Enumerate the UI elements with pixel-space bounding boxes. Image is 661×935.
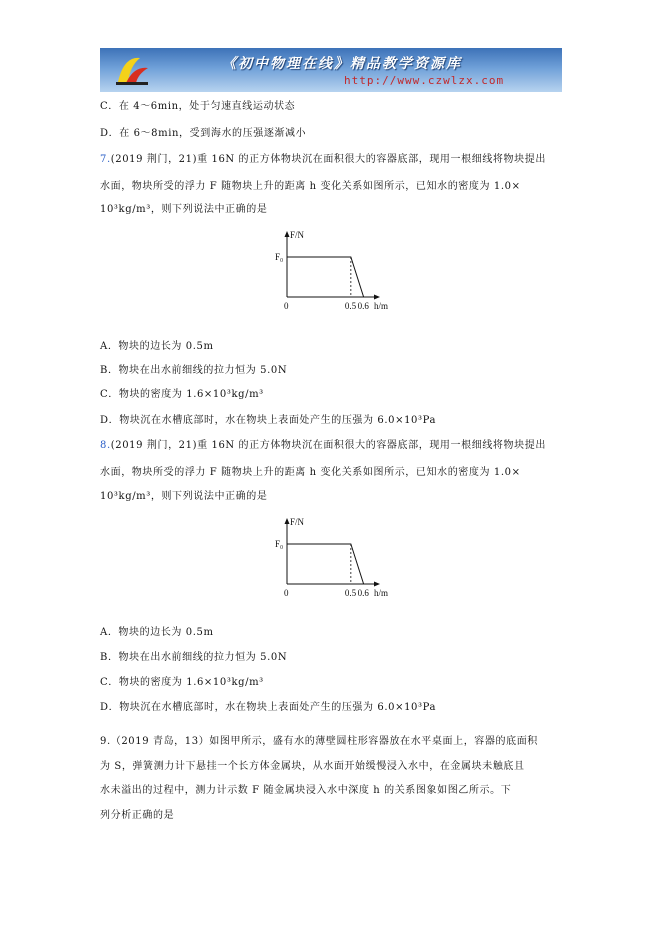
question-number: 8. <box>100 440 111 451</box>
option-d: D．物块沉在水槽底部时，水在物块上表面处产生的压强为 6.0×10³Pa <box>100 415 437 426</box>
x-axis-arrow <box>374 582 380 587</box>
data-series-line <box>287 257 364 297</box>
question-7-line-2: 水面，物块所受的浮力 F 随物块上升的距离 h 变化关系如图所示，已知水的密度为 1.0× <box>100 181 521 192</box>
option-c: C．在 4～6min，处于匀速直线运动状态 <box>100 101 296 112</box>
question-9-line-2: 为 S，弹簧测力计下悬挂一个长方体金属块，从水面开始缓慢浸入水中，在金属块未触底且 <box>100 761 525 772</box>
question-text: (2019 荆门，21)重 16N 的正方体物块沉在面积很大的容器底部，现用一根细线将物块提出 <box>110 440 546 451</box>
buoyancy-chart <box>262 512 402 604</box>
question-7-line-1 <box>100 150 546 165</box>
x-tick-label: 0.6 <box>357 588 369 598</box>
logo-icon <box>110 52 154 88</box>
option-c: C．物块的密度为 1.6×10³kg/m³ <box>100 677 264 688</box>
data-series-line <box>287 544 364 584</box>
question-number: 7. <box>100 154 111 165</box>
question-7-line-3: 10³kg/m³，则下列说法中正确的是 <box>100 204 268 215</box>
x-axis-arrow <box>374 295 380 300</box>
y-axis-label: F/N <box>290 230 305 240</box>
y-axis-arrow <box>285 518 290 524</box>
y-tick-label: F₀ <box>275 252 284 262</box>
question-9-line-4: 列分析正确的是 <box>100 810 175 821</box>
x-axis-label: h/m <box>374 588 389 598</box>
option-a: A．物块的边长为 0.5m <box>100 627 214 638</box>
header-banner <box>100 48 562 92</box>
y-axis-arrow <box>285 231 290 237</box>
x-tick-label: 0.5 <box>344 301 357 311</box>
banner-title: 《初中物理在线》精品教学资源库 <box>222 56 462 72</box>
x-tick-label: 0 <box>284 588 289 598</box>
y-tick-label: F₀ <box>275 539 284 549</box>
buoyancy-chart <box>262 225 402 317</box>
question-8-line-1 <box>100 436 546 451</box>
question-8-line-2: 水面，物块所受的浮力 F 随物块上升的距离 h 变化关系如图所示，已知水的密度为 1.0× <box>100 467 521 478</box>
x-tick-label: 0.5 <box>344 588 357 598</box>
question-9-line-1: 9.（2019 青岛，13）如图甲所示，盛有水的薄壁圆柱形容器放在水平桌面上，容器的底面积 <box>100 736 538 747</box>
question-8-line-3: 10³kg/m³，则下列说法中正确的是 <box>100 491 268 502</box>
banner-url: http://www.czwlzx.com <box>344 74 505 87</box>
option-b: B．物块在出水前细线的拉力恒为 5.0N <box>100 652 288 663</box>
question-9-line-3: 水未溢出的过程中，测力计示数 F 随金属块浸入水中深度 h 的关系图象如图乙所示。下 <box>100 785 512 796</box>
option-c: C．物块的密度为 1.6×10³kg/m³ <box>100 389 264 400</box>
option-b: B．物块在出水前细线的拉力恒为 5.0N <box>100 365 288 376</box>
x-tick-label: 0 <box>284 301 289 311</box>
option-d: D．在 6～8min，受到海水的压强逐渐减小 <box>100 128 307 139</box>
option-d: D．物块沉在水槽底部时，水在物块上表面处产生的压强为 6.0×10³Pa <box>100 702 437 713</box>
option-a: A．物块的边长为 0.5m <box>100 341 214 352</box>
question-text: (2019 荆门，21)重 16N 的正方体物块沉在面积很大的容器底部，现用一根细线将物块提出 <box>110 154 546 165</box>
x-tick-label: 0.6 <box>357 301 369 311</box>
y-axis-label: F/N <box>290 517 305 527</box>
x-axis-label: h/m <box>374 301 389 311</box>
